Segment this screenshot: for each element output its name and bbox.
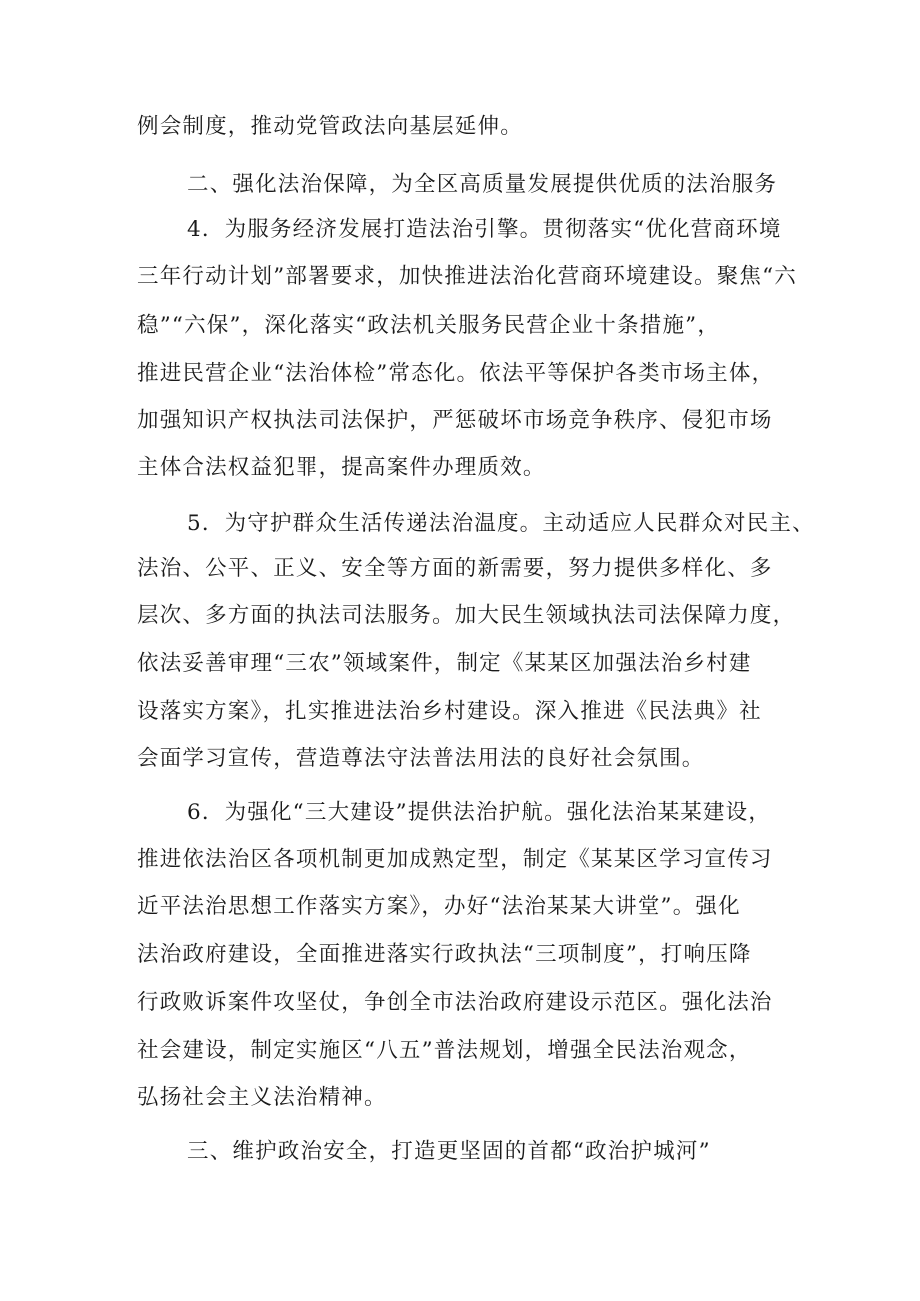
- text-line: 层次、多方面的执法司法服务。加大民生领域执法司法保障力度，: [137, 603, 796, 628]
- text-line: 三年行动计划”部署要求，加快推进法治化营商环境建设。聚焦“六: [137, 264, 797, 289]
- text-line: 法治、公平、正义、安全等方面的新需要，努力提供多样化、多: [137, 556, 773, 581]
- paragraph-heading: 5．为守护群众生活传递法治温度。主动适应人民群众对民主、: [187, 511, 815, 536]
- text-line: 社会建设，制定实施区“八五”普法规划，增强全民法治观念，: [137, 1038, 752, 1063]
- text-line: 弘扬社会主义法治精神。: [137, 1085, 387, 1110]
- text-line: 推进民营企业“法治体检”常态化。依法平等保护各类市场主体，: [137, 361, 775, 386]
- section-heading: 二、强化法治保障，为全区高质量发展提供优质的法治服务: [187, 172, 778, 197]
- text-line: 法治政府建设，全面推进落实行政执法“三项制度”，打响压降: [137, 942, 752, 967]
- text-line: 依法妥善审理“三农”领域案件，制定《某某区加强法治乡村建: [137, 651, 752, 676]
- text-line: 设落实方案》，扎实推进法治乡村建设。深入推进《民法典》社: [137, 699, 762, 724]
- text-line: 例会制度，推动党管政法向基层延伸。: [137, 114, 523, 139]
- text-line: 推进依法治区各项机制更加成熟定型，制定《某某区学习宣传习: [137, 847, 773, 872]
- paragraph-heading: 6．为强化“三大建设”提供法治护航。强化法治某某建设，: [187, 800, 772, 825]
- text-line: 加强知识产权执法司法保护，严惩破坏市场竞争秩序、侵犯市场: [137, 408, 773, 433]
- text-line: 行政败诉案件攻坚仗，争创全市法治政府建设示范区。强化法治: [137, 990, 773, 1015]
- text-line: 主体合法权益犯罪，提高案件办理质效。: [137, 455, 546, 480]
- paragraph-heading: 4．为服务经济发展打造法治引擎。贯彻落实“优化营商环境: [187, 217, 782, 242]
- section-heading: 三、维护政治安全，打造更坚固的首都“政治护城河”: [187, 1139, 711, 1164]
- text-line: 稳”“六保”，深化落实“政法机关服务民营企业十条措施”，: [137, 313, 721, 338]
- text-line: 近平法治思想工作落实方案》，办好“法治某某大讲堂”。强化: [137, 894, 741, 919]
- text-line: 会面学习宣传，营造尊法守法普法用法的良好社会氛围。: [137, 746, 705, 771]
